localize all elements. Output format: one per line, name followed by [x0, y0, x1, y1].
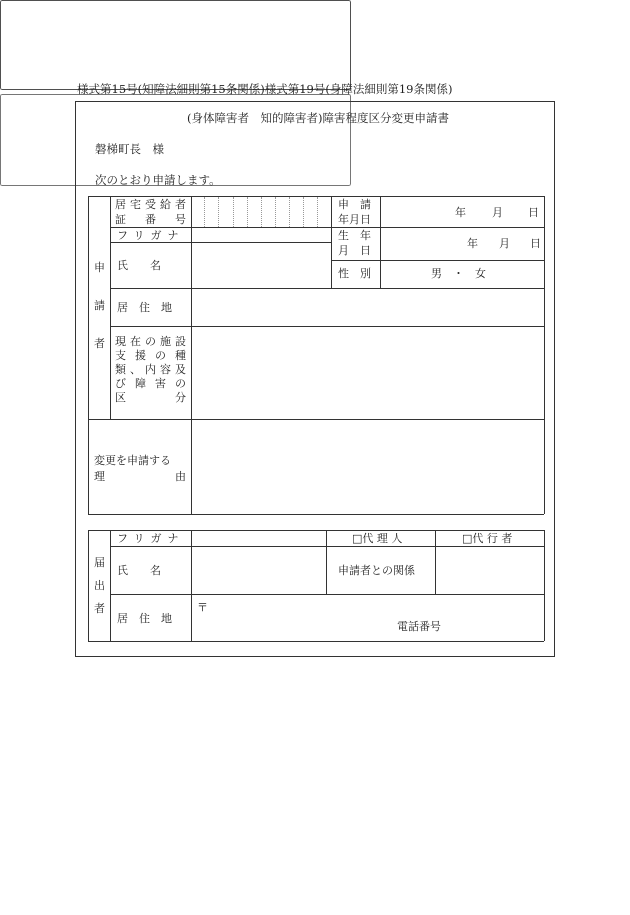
furigana-label: フリガナ	[117, 229, 185, 242]
relation-input[interactable]	[439, 552, 540, 588]
cert-number-label: 居 宅 受 給 者 証 番 号	[115, 198, 186, 226]
sex-label: 性 別	[338, 267, 371, 280]
applicant-address-label: 居 住 地	[117, 301, 172, 314]
birth-date-year: 年	[467, 237, 478, 250]
form-number: 様式第15号(知障法細則第15条関係)様式第19号(身障法細則第19条関係)	[77, 82, 453, 96]
application-date-month: 月	[492, 206, 503, 219]
relation-label: 申請者との関係	[338, 564, 415, 577]
facility-support-input[interactable]	[0, 0, 351, 90]
facility-support-label: 現 在 の 施 設 支 援 の 種 類 、 内 容 及 び 障 害 の 区 分	[115, 335, 186, 404]
form-title: (身体障害者 知的障害者)障害程度区分変更申請書	[187, 111, 449, 125]
addressee: 磐梯町長 様	[95, 142, 164, 156]
notifier-name-input[interactable]	[195, 552, 322, 588]
notifier-furigana-input[interactable]	[195, 532, 322, 544]
agent-option[interactable]: □代 行 者	[462, 532, 513, 545]
birth-date-month: 月	[499, 237, 510, 250]
proxy-option[interactable]: □代 理 人	[352, 532, 403, 545]
notifier-section-label: 届 出 者	[94, 556, 105, 615]
applicant-name-input[interactable]	[195, 250, 327, 280]
notifier-address-label: 居 住 地	[117, 612, 172, 625]
phone-label: 電話番号	[397, 620, 441, 633]
birth-date-day: 日	[530, 237, 541, 250]
applicant-name-label: 氏 名	[117, 259, 161, 272]
postal-mark: 〒	[197, 601, 208, 614]
sex-options[interactable]: 男 ・ 女	[431, 267, 486, 280]
intro-text: 次のとおり申請します。	[95, 173, 221, 187]
applicant-address-input[interactable]	[195, 294, 540, 320]
notifier-furigana-label: フリガナ	[117, 532, 185, 545]
birth-date-label: 生 年 月 日	[338, 229, 371, 257]
applicant-section-label: 申 請 者	[94, 261, 105, 350]
notifier-address-input[interactable]	[212, 600, 532, 614]
applicant-furigana-input[interactable]	[195, 229, 327, 241]
notifier-name-label: 氏 名	[117, 564, 161, 577]
change-reason-label: 変更を申請する 理 由	[94, 454, 186, 483]
application-date-year: 年	[455, 206, 466, 219]
application-date-label: 申 請 年月日	[338, 198, 371, 226]
application-date-day: 日	[528, 206, 539, 219]
